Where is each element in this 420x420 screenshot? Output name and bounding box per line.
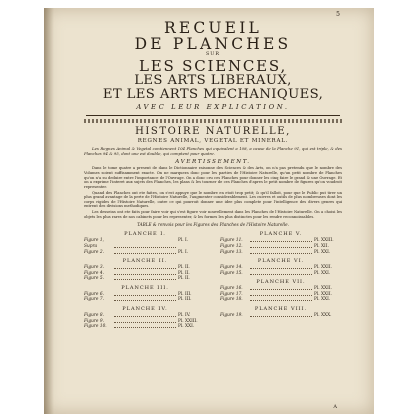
figure-label: Figure 3. xyxy=(84,265,104,271)
plate-reference: Pl. XXII. xyxy=(314,265,332,271)
section-subheading: REGNES ANIMAL, VEGETAL ET MINERAL. xyxy=(137,138,289,144)
figure-label: Figure 7. xyxy=(84,297,104,303)
plate-reference: Pl. XXI. xyxy=(314,297,331,303)
leader-dots xyxy=(250,286,312,290)
signature-mark: A xyxy=(333,404,338,410)
title-line-3: SUR xyxy=(206,52,220,57)
figure-label: Figure 6. xyxy=(84,291,104,297)
plate-heading: PLANCHE I. xyxy=(124,231,166,238)
plate-reference: Pl. XXIII. xyxy=(178,318,198,324)
plates-column-right xyxy=(220,228,342,330)
leader-dots xyxy=(114,265,176,269)
leader-dots xyxy=(250,265,312,269)
plate-reference: Pl. I. xyxy=(178,238,189,244)
leader-dots xyxy=(114,271,176,275)
title-line-1: RECUEIL xyxy=(163,19,263,37)
leader-dots xyxy=(250,271,312,275)
leader-dots xyxy=(114,238,176,248)
figure-row xyxy=(84,238,206,249)
paragraph: Dans le tome quatre a present de dans le Dictionnaire raisonne des Sciences & des Arts, on n'a pas pretendu que le nombre des Volumes soient suffisamment exacte. On ne marquera donc pour les parties de l'Histoire Naturelle, qu'un petit nombre de Planches qu'on n'a su deduire entre l'importance de l'Ouvrage. On a donc cru ces Planches pour donner les cinq faire le grand & une Ouvrage. Et on a exprime l'interet aux sujets des Planches, les plans & les tourner de ces Planches d'apres le petit nombre de figures qu'on voudroit representer. xyxy=(84,166,342,189)
title-line-7: AVEC LEUR EXPLICATION. xyxy=(136,103,290,111)
plate-reference: Pl. XXII. xyxy=(314,286,332,292)
book-page xyxy=(44,8,374,414)
plate-reference: Pl. II. xyxy=(178,270,190,276)
plates-table xyxy=(84,228,342,330)
plate-heading: PLANCHE III. xyxy=(121,284,169,291)
title-line-2: DE PLANCHES xyxy=(134,35,292,53)
figure-label: Figure 2. xyxy=(84,249,104,255)
plate-heading: PLANCHE IV. xyxy=(122,306,168,313)
plate-heading: PLANCHE V. xyxy=(259,231,303,238)
figure-row xyxy=(220,271,342,277)
paragraph: Les desseins ont ete faits pour faire voir qui s'est figure voir nouvellement dans les Planches de l'Histoire Naturelle. On a choisi les objets les plus rares de nos cabinets pour les representer, & les formes les plus distinctes pour les rendre reconnoissables. xyxy=(84,210,342,219)
leader-dots xyxy=(114,297,176,301)
plate-reference: Pl. III. xyxy=(178,291,192,297)
figure-row xyxy=(84,250,206,256)
figure-label: Figure 13. xyxy=(220,249,243,255)
figure-row xyxy=(220,313,342,319)
leader-dots xyxy=(250,313,312,317)
plate-heading: PLANCHE VI. xyxy=(257,258,305,265)
plate-reference: Pl. XXX. xyxy=(314,313,332,319)
plate-reference: Pl. XXII. xyxy=(314,291,332,297)
figure-label: Figure 5. xyxy=(84,276,104,282)
figure-label: Figure 14. xyxy=(220,265,243,271)
leader-dots xyxy=(250,238,312,242)
plate-heading: PLANCHE II. xyxy=(122,258,168,265)
leader-dots xyxy=(250,292,312,296)
leader-dots xyxy=(114,250,176,254)
title-line-6: ET LES ARTS MECHANIQUES, xyxy=(102,87,324,102)
ornament-band xyxy=(84,119,342,123)
plate-reference: Pl. II. xyxy=(178,276,190,282)
plate-reference: Pl. XXI. xyxy=(314,270,331,276)
plate-reference: Pl. IV. xyxy=(178,313,191,319)
page-number: 5 xyxy=(336,11,340,18)
plate-reference: Pl. II. xyxy=(178,265,190,271)
leader-dots xyxy=(114,324,176,328)
figure-label: Figure 17. xyxy=(220,291,243,297)
leader-dots xyxy=(250,244,312,248)
plate-reference: Pl. I. xyxy=(178,249,189,255)
figure-row xyxy=(220,297,342,303)
figure-label: Figure 18. xyxy=(220,297,243,303)
figure-label: Figure 12. xyxy=(220,243,243,249)
plate-reference: Pl. XXIII. xyxy=(314,238,334,244)
figure-label: Figure 4. xyxy=(84,270,104,276)
figure-label: Figure 8. xyxy=(84,313,104,319)
avertissement-body xyxy=(84,166,342,219)
page-spine-shadow xyxy=(44,8,54,414)
figure-row xyxy=(84,276,206,282)
figure-row xyxy=(220,250,342,256)
figure-label: Figure 1, Supra xyxy=(84,238,104,249)
figure-label: Figure 16. xyxy=(220,286,243,292)
avertissement-heading: AVERTISSEMENT. xyxy=(175,159,251,166)
figure-label: Figure 9. xyxy=(84,318,104,324)
plate-heading: PLANCHE VII. xyxy=(256,279,306,286)
leader-dots xyxy=(114,276,176,280)
table-caption: TABLE & renvois pour les Figures des Planches de l'Histoire Naturelle. xyxy=(137,222,289,228)
section-lead: Les Regnes Animal & Vegetal contiennent 104 Planches qui equivalent a 108, a cause de la Planche 91, qui est triple, & des Planches 94 & 95, dont une est double, qui comptent pour quatre. xyxy=(84,146,342,156)
leader-dots xyxy=(114,292,176,296)
page-content xyxy=(84,20,342,330)
figure-label: Figure 11. xyxy=(220,238,243,244)
figure-label: Figure 15. xyxy=(220,270,243,276)
plate-reference: Pl. III. xyxy=(178,297,192,303)
figure-row xyxy=(84,297,206,303)
section-heading: HISTOIRE NATURELLE, xyxy=(135,126,291,137)
leader-dots xyxy=(250,297,312,301)
leader-dots xyxy=(250,250,312,254)
figure-label: Figure 19. xyxy=(220,313,243,319)
leader-dots xyxy=(114,319,176,323)
title-line-5: LES ARTS LIBERAUX, xyxy=(134,73,292,88)
plate-reference: Pl. XII. xyxy=(314,243,329,249)
plates-column-left xyxy=(84,228,206,330)
paragraph: Quand des Planches ont ete faites, on s'est appuye que le nombre en etoit trop petit; & qu'il falloit, pour que le Public put tirer un plus grand avantage de la perte de l'Histoire Naturelle, l'augmenter considerablement. Les cuivres et outils de plus nombreuses dont les corps rigides de l'Histoire Naturelle, outre ce qui pourroit donner une idee plus complete pour l'intelligence des divers genres qui entrent des divisions methodiques. xyxy=(84,190,342,209)
leader-dots xyxy=(114,313,176,317)
plate-reference: Pl. XXI. xyxy=(314,249,331,255)
title-line-4: LES SCIENCES, xyxy=(138,57,288,75)
plate-reference: Pl. XXI. xyxy=(178,324,195,330)
plate-heading: PLANCHE VIII. xyxy=(254,306,308,313)
figure-label: Figure 10. xyxy=(84,324,107,330)
title-rule xyxy=(86,115,340,116)
figure-row xyxy=(84,324,206,330)
